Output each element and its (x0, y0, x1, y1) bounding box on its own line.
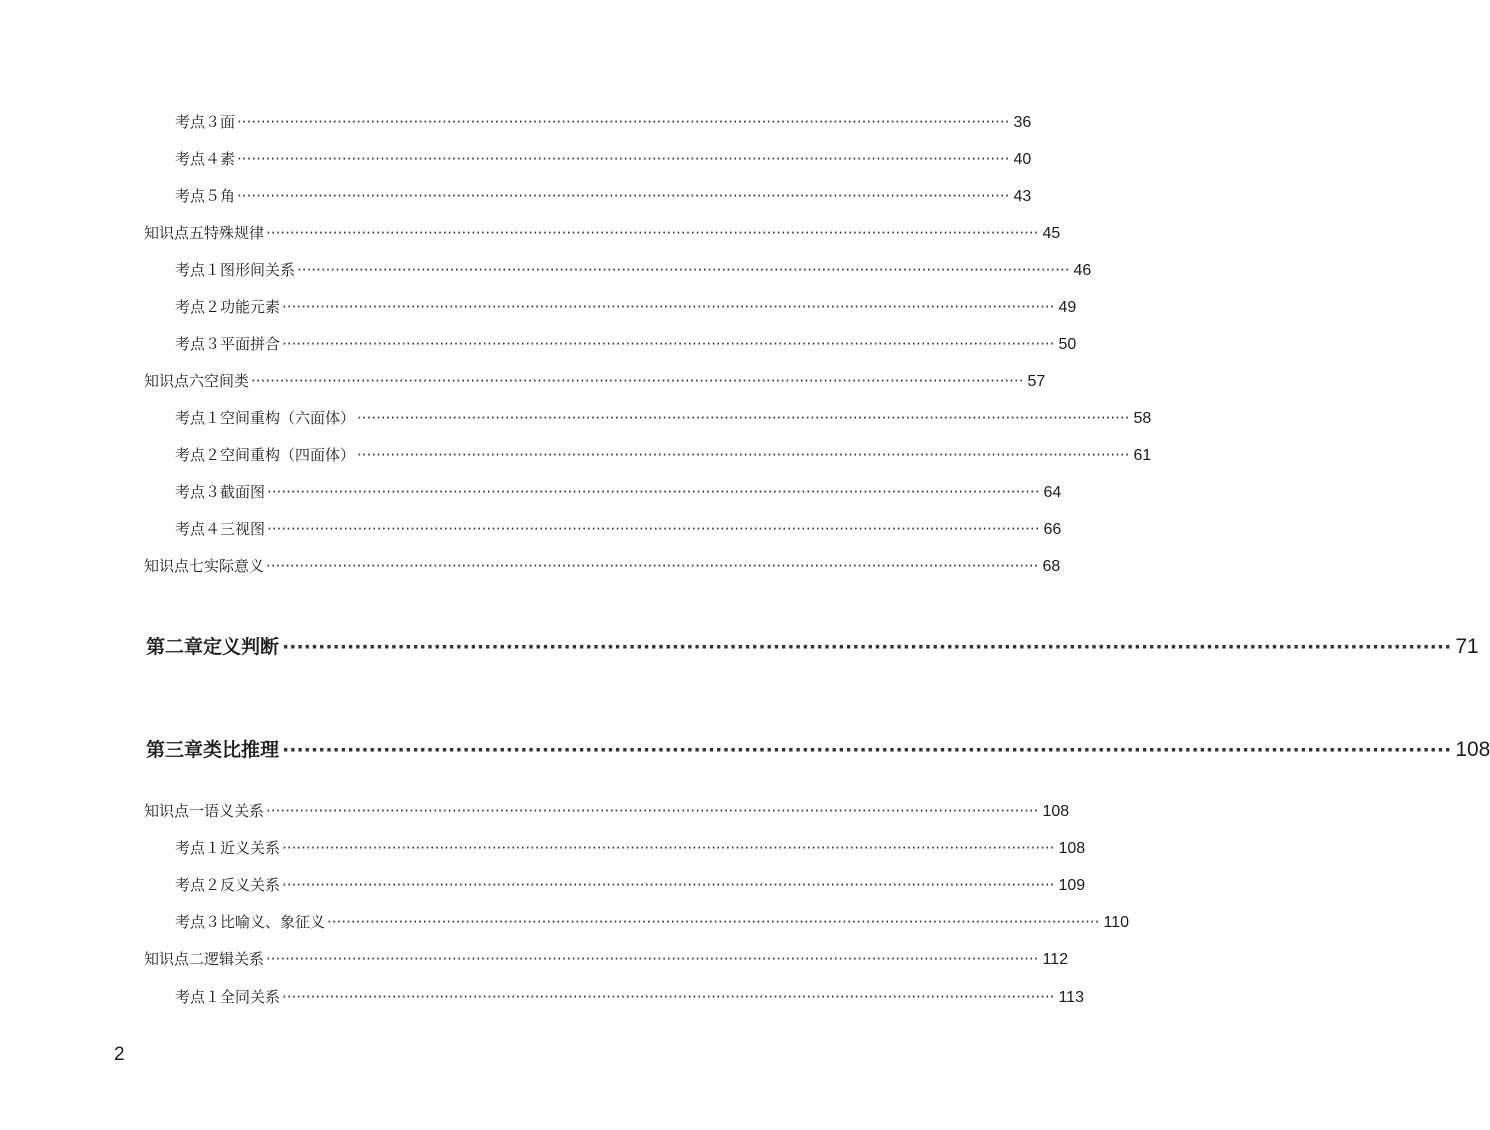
toc-entry[interactable] (0, 407, 1152, 428)
entry-page: 66 (1043, 521, 1062, 538)
chapter-page: 71 (1455, 635, 1479, 658)
entry-title: 截面图 (220, 483, 266, 501)
toc-entry[interactable] (0, 296, 1077, 317)
entry-number: 知识点一 (144, 802, 205, 820)
toc-entry[interactable] (0, 874, 1086, 895)
entry-page: 113 (1058, 989, 1084, 1006)
toc-entry[interactable] (0, 444, 1152, 465)
dot-leader (266, 224, 1038, 242)
dot-leader (282, 335, 1054, 353)
toc-entry[interactable] (0, 185, 1032, 206)
dot-leader (266, 557, 1038, 575)
entry-title: 面 (220, 113, 236, 131)
dot-leader (282, 636, 1451, 658)
dot-leader (282, 876, 1054, 894)
toc-entry[interactable] (0, 333, 1077, 354)
entry-page: 40 (1013, 151, 1032, 168)
page-number: 2 (114, 1044, 125, 1065)
entry-number: 知识点二 (144, 950, 205, 968)
entry-title: 空间类 (204, 372, 250, 390)
entry-number: 考点３ (175, 335, 221, 353)
entry-title: 三视图 (220, 520, 266, 538)
entry-page: 64 (1043, 484, 1062, 501)
dot-leader (267, 483, 1039, 501)
entry-page: 57 (1027, 373, 1046, 390)
entry-title: 功能元素 (220, 298, 281, 316)
toc-section-entry[interactable] (0, 948, 1068, 969)
toc-entry[interactable] (0, 837, 1086, 858)
entry-title: 全同关系 (220, 988, 281, 1006)
entry-number: 考点３ (175, 483, 221, 501)
entry-page: 46 (1073, 262, 1092, 279)
entry-page: 112 (1042, 951, 1068, 968)
entry-title: 空间重构（四面体） (220, 446, 356, 464)
entry-page: 45 (1042, 225, 1061, 242)
entry-number: 考点１ (175, 409, 221, 427)
entry-title: 特殊规律 (204, 224, 265, 242)
chapter-number: 第二章 (146, 636, 204, 658)
dot-leader (237, 150, 1009, 168)
toc-section-entry[interactable] (0, 370, 1046, 391)
entry-title: 比喻义、象征义 (220, 913, 326, 931)
dot-leader (266, 950, 1038, 968)
toc-chapter-entry[interactable] (0, 632, 1479, 659)
entry-title: 平面拼合 (220, 335, 281, 353)
dot-leader (282, 739, 1451, 761)
entry-title: 语义关系 (204, 802, 265, 820)
entry-page: 36 (1013, 114, 1032, 131)
toc-entry[interactable] (0, 259, 1092, 280)
entry-number: 考点１ (175, 988, 221, 1006)
entry-number: 考点３ (175, 913, 221, 931)
entry-title: 图形间关系 (220, 261, 296, 279)
entry-title: 近义关系 (220, 839, 281, 857)
entry-page: 110 (1103, 914, 1129, 931)
entry-title: 素 (220, 150, 236, 168)
entry-page: 108 (1042, 803, 1070, 820)
entry-title: 逻辑关系 (204, 950, 265, 968)
dot-leader (357, 409, 1129, 427)
entry-page: 109 (1058, 877, 1086, 894)
toc-entry[interactable] (0, 481, 1062, 502)
entry-title: 实际意义 (204, 557, 265, 575)
entry-number: 考点３ (175, 113, 221, 131)
entry-page: 58 (1133, 410, 1152, 427)
entry-number: 考点４ (175, 150, 221, 168)
entry-title: 反义关系 (220, 876, 281, 894)
toc-chapter-entry[interactable] (0, 735, 1490, 762)
toc-section-entry[interactable] (0, 555, 1061, 576)
toc-section-entry[interactable] (0, 800, 1070, 821)
entry-page: 43 (1013, 188, 1032, 205)
toc-entry[interactable] (0, 518, 1062, 539)
dot-leader (357, 446, 1129, 464)
entry-title: 角 (220, 187, 236, 205)
entry-number: 考点１ (175, 839, 221, 857)
chapter-page: 108 (1455, 738, 1490, 761)
chapter-title: 类比推理 (203, 739, 280, 761)
entry-page: 50 (1058, 336, 1077, 353)
dot-leader (282, 298, 1054, 316)
dot-leader (237, 187, 1009, 205)
chapter-title: 定义判断 (203, 636, 280, 658)
entry-number: 知识点七 (144, 557, 205, 575)
entry-number: 考点１ (175, 261, 221, 279)
dot-leader (237, 113, 1009, 131)
toc-entry[interactable] (0, 911, 1129, 932)
chapter-number: 第三章 (146, 739, 204, 761)
entry-page: 61 (1133, 447, 1152, 464)
dot-leader (297, 261, 1069, 279)
toc-entry[interactable] (0, 111, 1032, 132)
toc-entry[interactable] (0, 148, 1032, 169)
entry-number: 考点４ (175, 520, 221, 538)
entry-number: 考点５ (175, 187, 221, 205)
entry-number: 考点２ (175, 446, 221, 464)
dot-leader (327, 913, 1099, 931)
entry-page: 49 (1058, 299, 1077, 316)
entry-number: 考点２ (175, 298, 221, 316)
dot-leader (266, 802, 1038, 820)
entry-page: 68 (1042, 558, 1061, 575)
toc-section-entry[interactable] (0, 222, 1061, 243)
entry-title: 空间重构（六面体） (220, 409, 356, 427)
entry-number: 知识点五 (144, 224, 205, 242)
dot-leader (282, 839, 1054, 857)
entry-number: 考点２ (175, 876, 221, 894)
dot-leader (267, 520, 1039, 538)
dot-leader (282, 988, 1054, 1006)
entry-number: 知识点六 (144, 372, 205, 390)
entry-page: 108 (1058, 840, 1086, 857)
dot-leader (251, 372, 1023, 390)
toc-entry[interactable] (0, 986, 1084, 1007)
